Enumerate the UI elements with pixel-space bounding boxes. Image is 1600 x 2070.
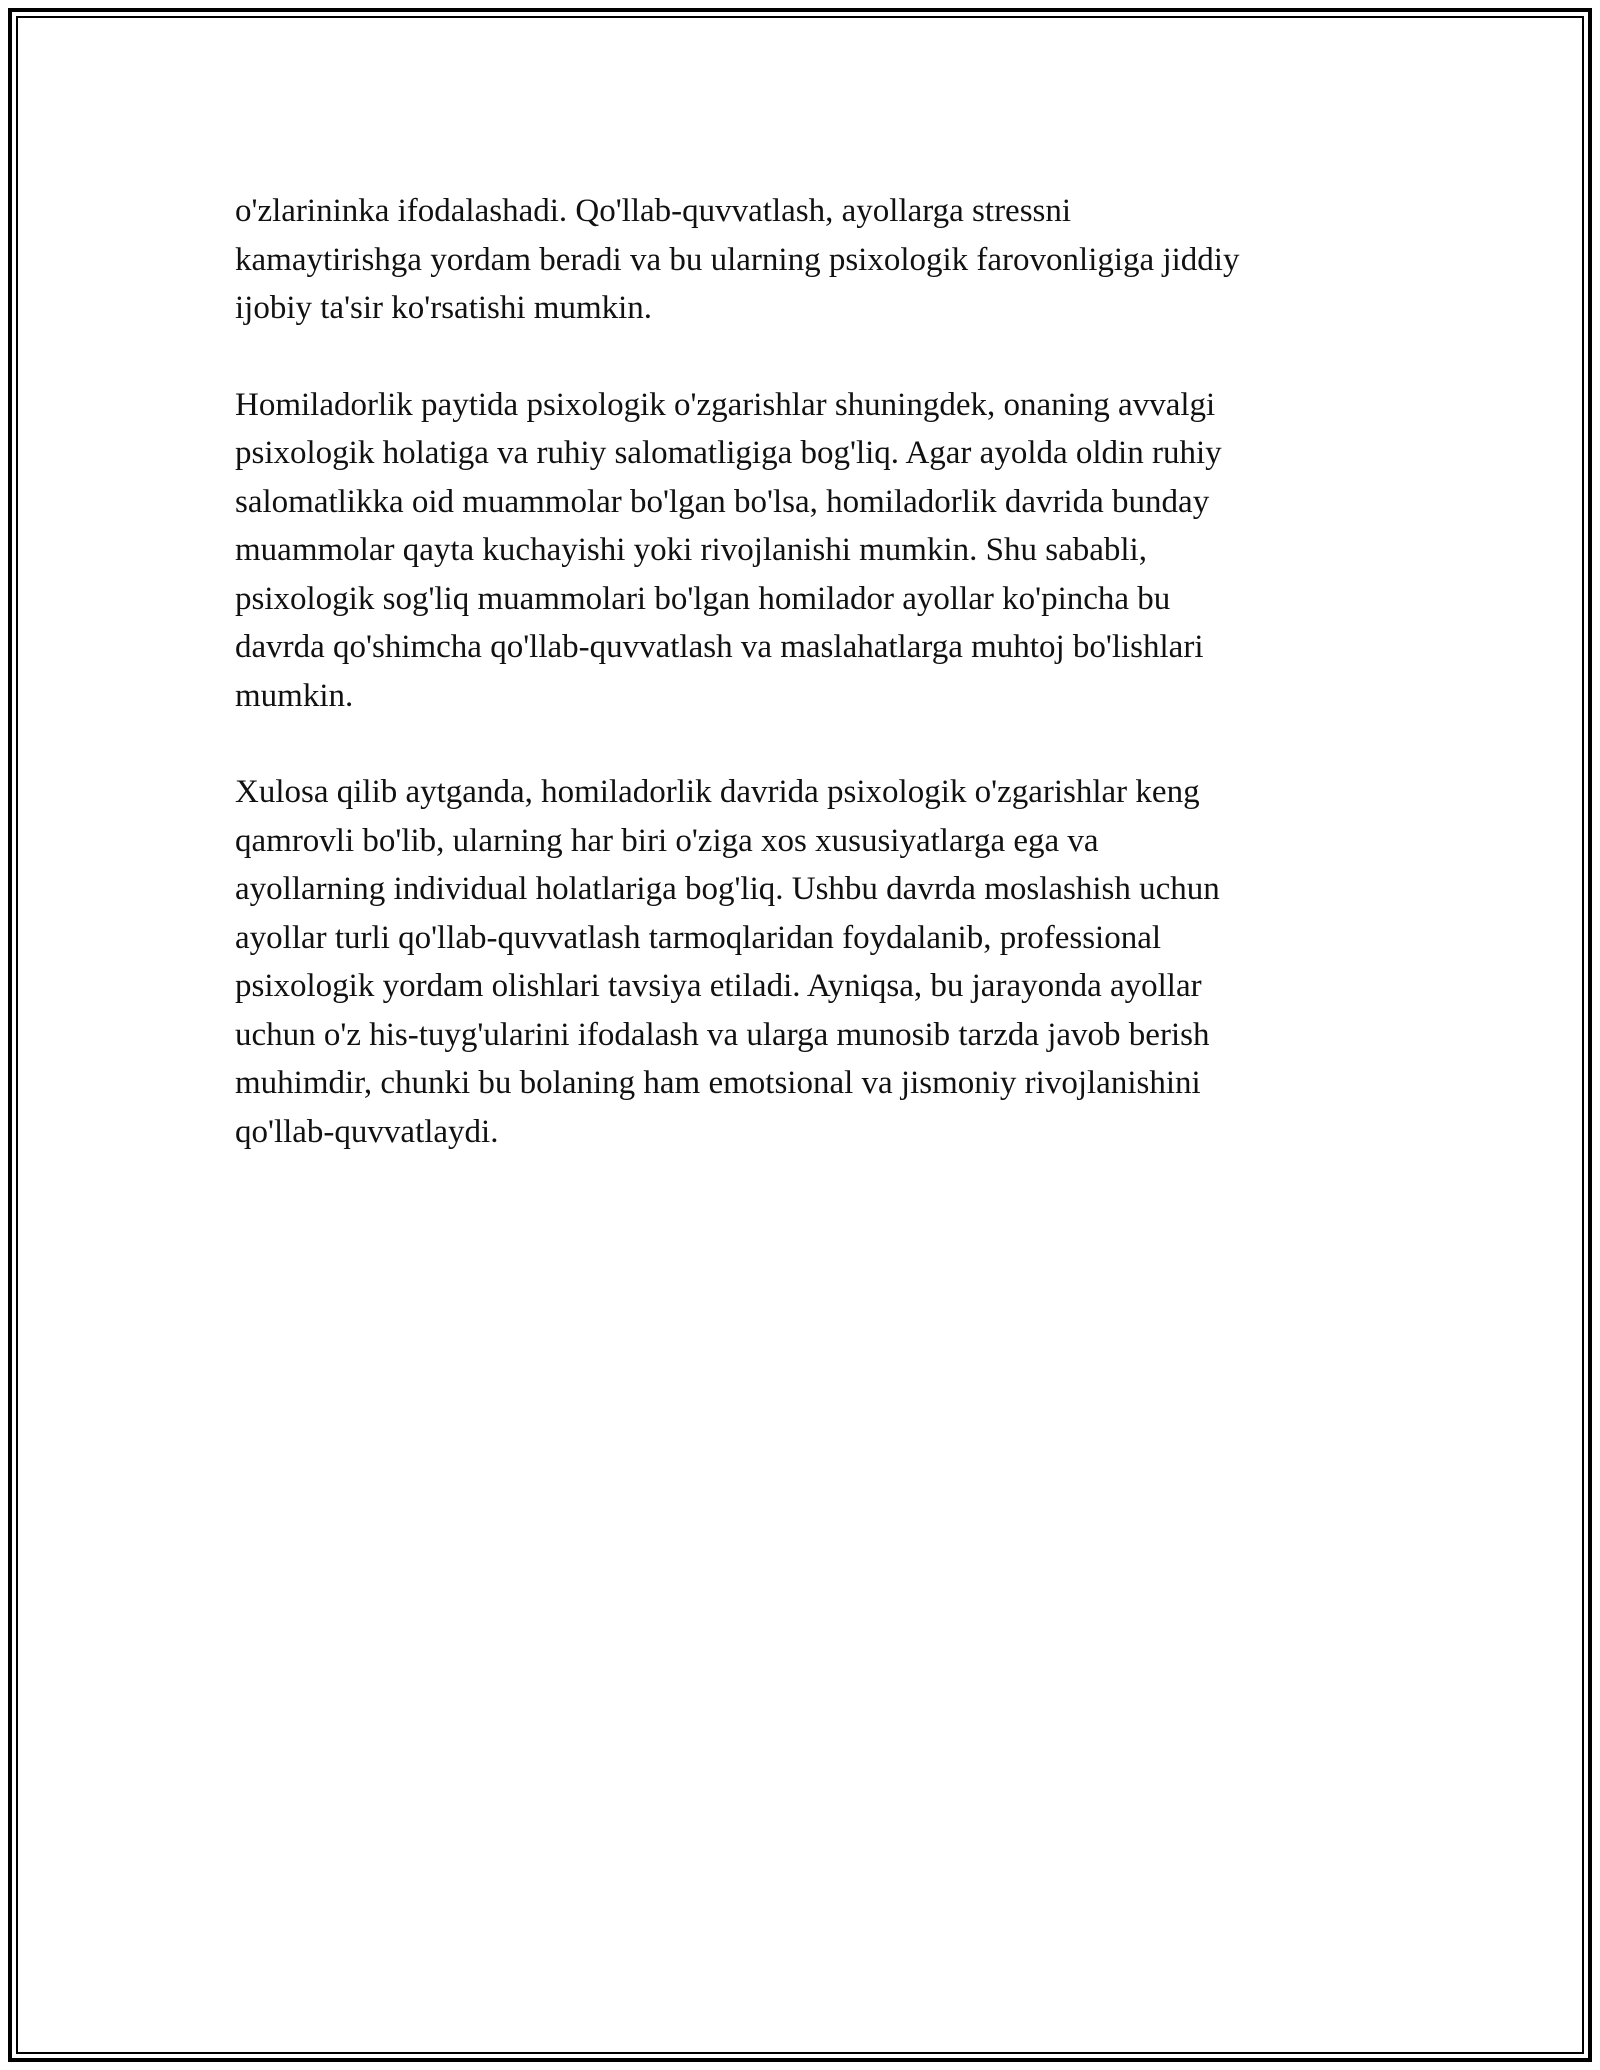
document-body [235, 187, 1365, 1204]
paragraph-support: o'zlarininka ifodalashadi. Qo'llab-quvvatlash, ayollarga stressni kamaytirishga yordam beradi va bu ularning psixologik farovonligiga jiddiy ijobiy ta'sir ko'rsatishi mumkin. [235, 193, 1240, 326]
paragraph-conclusion: Xulosa qilib aytganda, homiladorlik davrida psixologik o'zgarishlar keng qamrovli bo'lib, ularning har biri o'ziga xos xususiyatlarga ega va ayollarning individual holatlariga bog'liq. Ushbu davrda moslashish uchun ayollar turli qo'llab-quvvatlash tarmoqlaridan foydalanib, professional psixologik yordam olishlari tavsiya etiladi. Ayniqsa, bu jarayonda ayollar uchun o'z his-tuyg'ularini ifodalash va ularga munosib tarzda javob berish muhimdir, chunki bu bolaning ham emotsional va jismoniy rivojlanishini qo'llab-quvvatlaydi. [235, 774, 1220, 1150]
paragraph-prior-mental-health: Homiladorlik paytida psixologik o'zgarishlar shuningdek, onaning avvalgi psixologik holatiga va ruhiy salomatligiga bog'liq. Agar ayolda oldin ruhiy salomatlikka oid muammolar bo'lgan bo'lsa, homiladorlik davrida bunday muammolar qayta kuchayishi yoki rivojlanishi mumkin. Shu sababli, psixologik sog'liq muammolari bo'lgan homilador ayollar ko'pincha bu davrda qo'shimcha qo'llab-quvvatlash va maslahatlarga muhtoj bo'lishlari mumkin. [235, 386, 1222, 714]
